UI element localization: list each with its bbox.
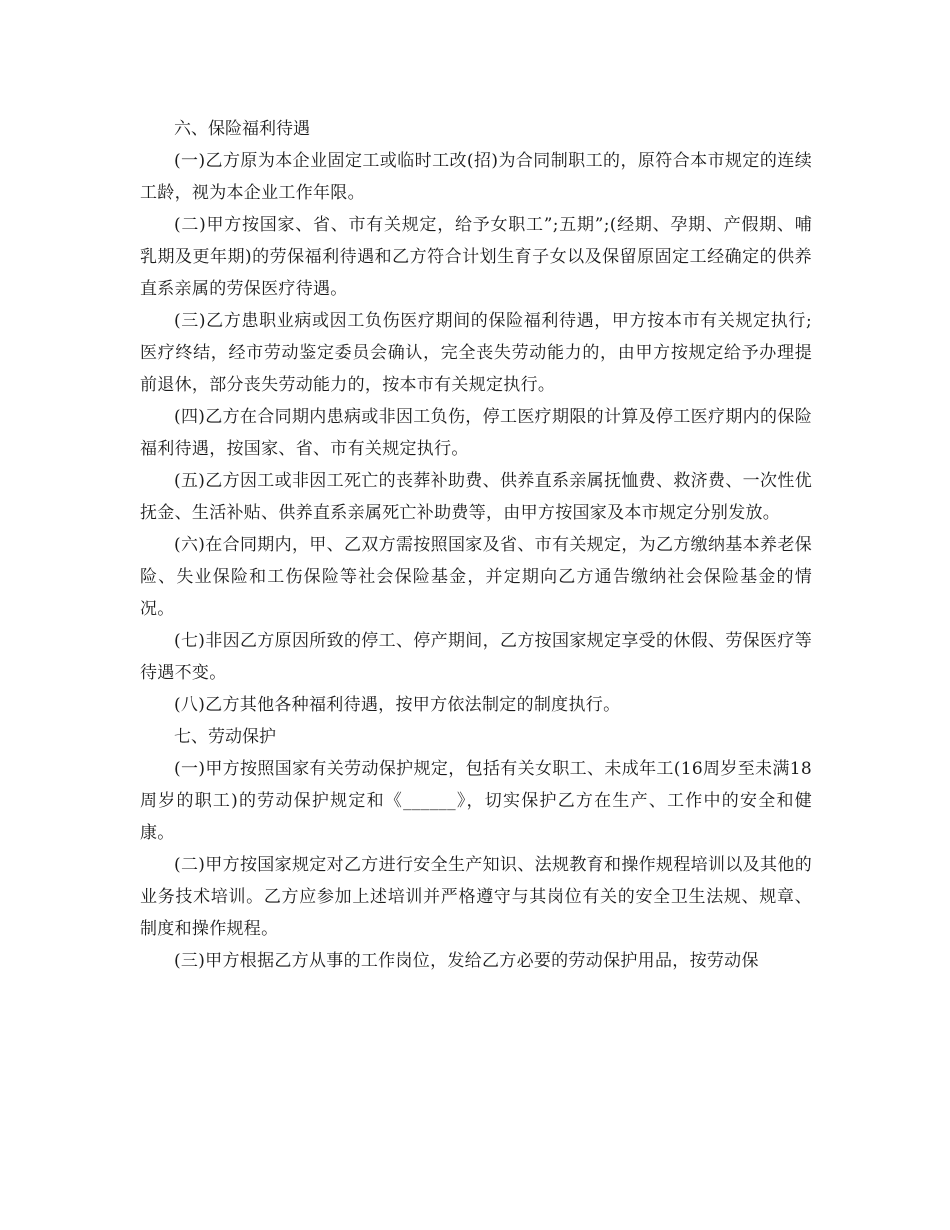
paragraph-6-1: (一)乙方原为本企业固定工或临时工改(招)为合同制职工的，原符合本市规定的连续工龄，视为本企业工作年限。	[140, 151, 812, 203]
section-heading-labor-protection: 七、劳动保护	[174, 727, 276, 747]
paragraph-6-6: (六)在合同期内，甲、乙双方需按照国家及省、市有关规定，为乙方缴纳基本养老保险、失业保险和工伤保险等社会保险基金，并定期向乙方通告缴纳社会保险基金的情况。	[140, 535, 812, 619]
paragraph-6-8: (八)乙方其他各种福利待遇，按甲方依法制定的制度执行。	[174, 695, 621, 715]
section-heading-insurance-welfare: 六、保险福利待遇	[174, 119, 310, 139]
paragraph-7-1: (一)甲方按照国家有关劳动保护规定，包括有关女职工、未成年工(16周岁至未满18周岁的职工)的劳动保护规定和《______》，切实保护乙方在生产、工作中的安全和健康。	[140, 759, 812, 843]
document-page	[140, 113, 812, 977]
paragraph-6-5: (五)乙方因工或非因工死亡的丧葬补助费、供养直系亲属抚恤费、救济费、一次性优抚金、生活补贴、供养直系亲属死亡补助费等，由甲方按国家及本市规定分别发放。	[140, 471, 812, 523]
paragraph-6-2: (二)甲方按国家、省、市有关规定，给予女职工”;五期”;(经期、孕期、产假期、哺乳期及更年期)的劳保福利待遇和乙方符合计划生育子女以及保留原固定工经确定的供养直系亲属的劳保医疗待遇。	[140, 215, 812, 299]
paragraph-7-3: (三)甲方根据乙方从事的工作岗位，发给乙方必要的劳动保护用品，按劳动保	[174, 951, 759, 971]
paragraph-6-7: (七)非因乙方原因所致的停工、停产期间，乙方按国家规定享受的休假、劳保医疗等待遇不变。	[140, 631, 812, 683]
paragraph-6-4: (四)乙方在合同期内患病或非因工负伤，停工医疗期限的计算及停工医疗期内的保险福利待遇，按国家、省、市有关规定执行。	[140, 407, 812, 459]
paragraph-6-3: (三)乙方患职业病或因工负伤医疗期间的保险福利待遇，甲方按本市有关规定执行;医疗终结，经市劳动鉴定委员会确认，完全丧失劳动能力的，由甲方按规定给予办理提前退休，部分丧失劳动能力的，按本市有关规定执行。	[140, 311, 812, 395]
paragraph-7-2: (二)甲方按国家规定对乙方进行安全生产知识、法规教育和操作规程培训以及其他的业务技术培训。乙方应参加上述培训并严格遵守与其岗位有关的安全卫生法规、规章、制度和操作规程。	[140, 855, 812, 939]
